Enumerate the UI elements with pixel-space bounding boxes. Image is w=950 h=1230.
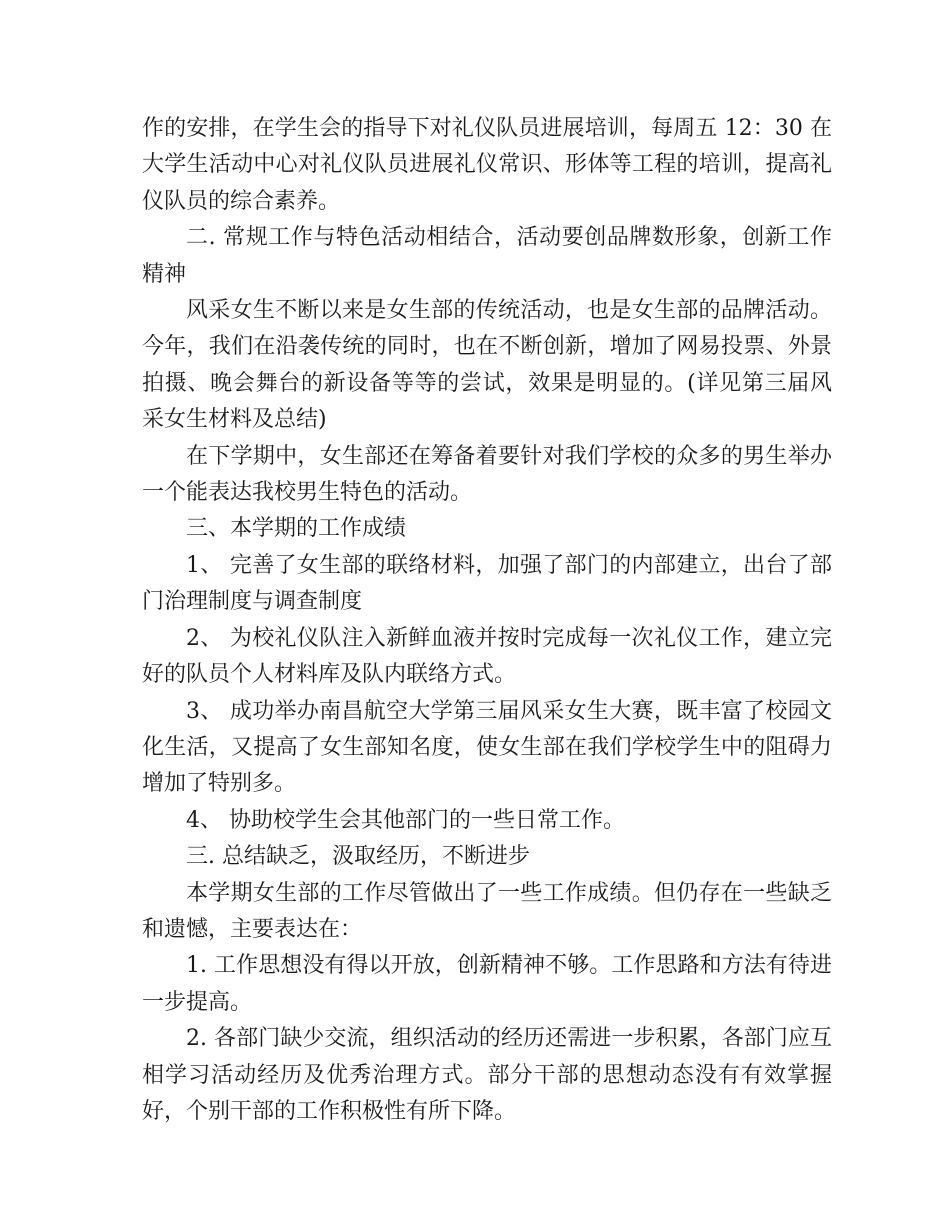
list-item-achievement-1: 1、 完善了女生部的联络材料，加强了部门的内部建立，出台了部门治理制度与调查制度 [142, 552, 832, 615]
paragraph-next-semester-plan: 在下学期中，女生部还在筹备着要针对我们学校的众多的男生举办一个能表达我校男生特色的活动。 [142, 443, 832, 506]
list-item-shortcoming-2: 2. 各部门缺少交流，组织活动的经历还需进一步积累，各部门应互相学习活动经历及优秀治理方式。部分干部的思想动态没有有效掌握好，个别干部的工作积极性有所下降。 [142, 1026, 832, 1124]
list-item-shortcoming-1: 1. 工作思想没有得以开放，创新精神不够。工作思路和方法有待进一步提高。 [142, 953, 832, 1015]
list-item-achievement-3: 3、 成功举办南昌航空大学第三届风采女生大赛，既丰富了校园文化生活，又提高了女生部知名度，使女生部在我们学校学生中的阻碍力增加了特别多。 [142, 698, 832, 797]
document-body [142, 111, 832, 1130]
paragraph-shortcomings-intro: 本学期女生部的工作尽管做出了一些工作成绩。但仍存在一些缺乏和遗憾，主要表达在： [142, 880, 832, 942]
list-item-achievement-2: 2、 为校礼仪队注入新鲜血液并按时完成每一次礼仪工作，建立完好的队员个人材料库及队内联络方式。 [142, 625, 832, 688]
heading-summary-shortcomings: 三. 总结缺乏，汲取经历，不断进步 [186, 844, 530, 870]
heading-routine-and-feature-work: 二. 常规工作与特色活动相结合，活动要创品牌数形象，创新工作精神 [142, 225, 832, 287]
paragraph-fengcai-nvsheng: 风采女生不断以来是女生部的传统活动，也是女生部的品牌活动。今年，我们在沿袭传统的同时，也在不断创新，增加了网易投票、外景拍摄、晚会舞台的新设备等等的尝试，效果是明显的。(详见第三届风采女生材料及总结) [142, 298, 832, 433]
list-item-achievement-4: 4、 协助校学生会其他部门的一些日常工作。 [186, 807, 625, 833]
paragraph-training-schedule: 作的安排，在学生会的指导下对礼仪队员进展培训，每周五 12：30 在大学生活动中心对礼仪队员进展礼仪常识、形体等工程的培训，提高礼仪队员的综合素养。 [142, 116, 832, 214]
heading-semester-achievements: 三、本学期的工作成绩 [186, 516, 407, 542]
